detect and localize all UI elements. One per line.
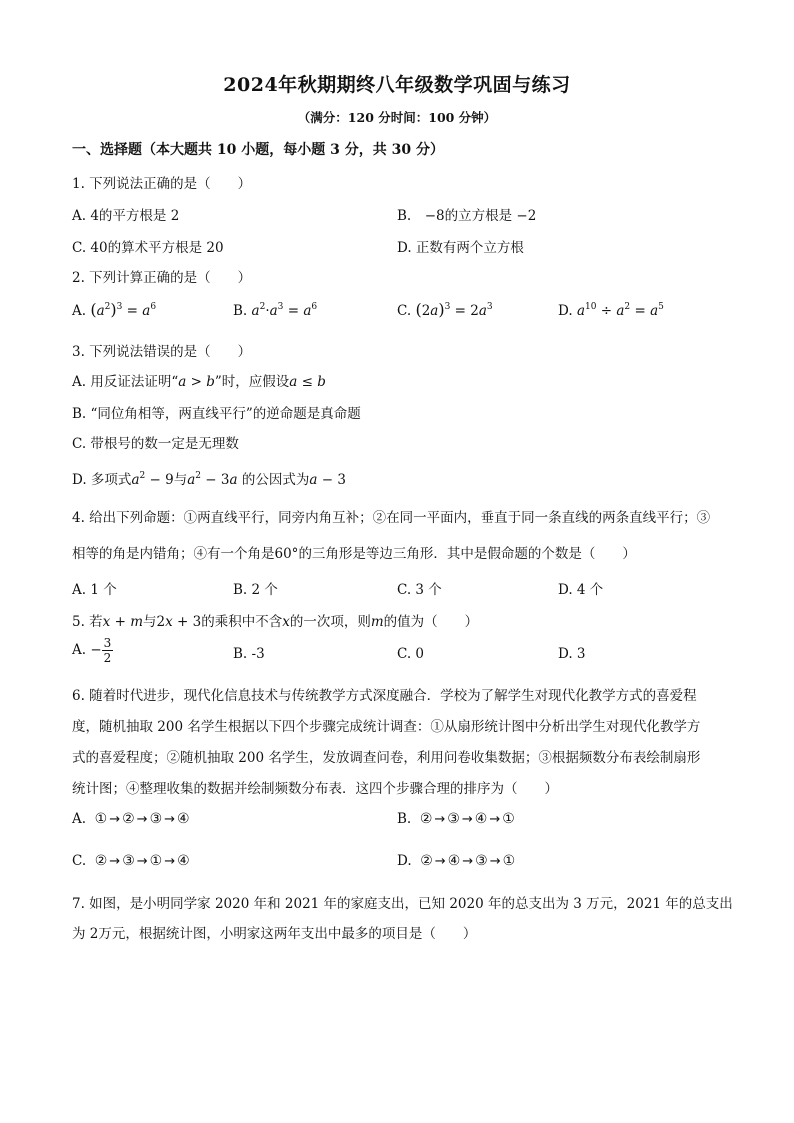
- q4-line-2: 相等的角是内错角；④有一个角是60°的三角形是等边三角形．其中是假命题的个数是（ ）: [72, 546, 636, 562]
- q1-option-c: C. 40的算术平方根是 20: [72, 240, 224, 256]
- q1-option-d: D. 正数有两个立方根: [397, 240, 524, 256]
- q5-option-d: D. 3: [558, 646, 586, 662]
- q6-option-a: A. ① → ② → ③ → ④: [72, 811, 190, 827]
- q6-line-4: 统计图；④整理收集的数据并绘制频数分布表．这四个步骤合理的排序为（ ）: [72, 781, 558, 797]
- q6-line-1: 6. 随着时代进步，现代化信息技术与传统教学方式深度融合．学校为了解学生对现代化教学方式的喜爱程: [72, 688, 697, 704]
- q5-stem: 5. 若x + m与2x + 3的乘积中不含x的一次项，则m的值为（ ）: [72, 614, 479, 630]
- q2-option-b: B. $a^2\cdot a^3 = a^6$: [233, 302, 318, 319]
- q1-option-b: B. −8的立方根是 −2: [397, 208, 537, 224]
- q2-option-a: A. $(a^2)^3 = a^6$: [72, 300, 157, 319]
- q5-option-b: B. -3: [233, 646, 265, 662]
- q1-stem: 1. 下列说法正确的是（ ）: [72, 176, 252, 192]
- q5-option-a: A. − $\frac{3}{2}$: [72, 636, 112, 665]
- q2-option-d: D. $a^{10} \div a^2 = a^5$: [558, 302, 664, 319]
- q6-option-c: C. ② → ③ → ① → ④: [72, 853, 190, 869]
- page-title: 2024年秋期期终八年级数学巩固与练习: [223, 74, 571, 96]
- page-subtitle: （满分：120 分时间：100 分钟）: [297, 110, 497, 125]
- q2-stem: 2. 下列计算正确的是（ ）: [72, 270, 252, 286]
- q3-option-d: D. 多项式$a^2 - 9$与$a^2 - 3a$ 的公因式为a − 3: [72, 471, 346, 488]
- q2-option-c: C. $(2a)^3 = 2a^3$: [397, 300, 493, 319]
- q4-line-1: 4. 给出下列命题：①两直线平行，同旁内角互补；②在同一平面内，垂直于同一条直线的两条直线平行；③: [72, 510, 711, 526]
- q4-option-c: C. 3 个: [397, 582, 442, 598]
- q5-option-c: C. 0: [397, 646, 425, 662]
- q3-stem: 3. 下列说法错误的是（ ）: [72, 344, 252, 360]
- q6-line-2: 度，随机抽取 200 名学生根据以下四个步骤完成统计调查：①从扇形统计图中分析出学生对现代化教学方: [72, 719, 701, 735]
- q4-option-a: A. 1 个: [72, 582, 117, 598]
- q6-line-3: 式的喜爱程度；②随机抽取 200 名学生，发放调查问卷，利用问卷收集数据；③根据频数分布表绘制扇形: [72, 750, 701, 766]
- q3-option-b: B. “同位角相等，两直线平行”的逆命题是真命题: [72, 406, 361, 422]
- q6-option-b: B. ② → ③ → ④ → ①: [397, 811, 515, 827]
- q7-line-1: 7. 如图，是小明同学家 2020 年和 2021 年的家庭支出，已知 2020 年的总支出为 3 万元，2021 年的总支出: [72, 896, 733, 912]
- section-heading: 一、选择题（本大题共 10 小题，每小题 3 分，共 30 分）: [72, 142, 444, 158]
- q3-option-a: A. 用反证法证明“a > b”时，应假设a ≤ b: [72, 374, 326, 390]
- q1-option-a: A. 4的平方根是 2: [72, 208, 180, 224]
- q4-option-d: D. 4 个: [558, 582, 604, 598]
- q6-option-d: D. ② → ④ → ③ → ①: [397, 853, 516, 869]
- q4-option-b: B. 2 个: [233, 582, 278, 598]
- q3-option-c: C. 带根号的数一定是无理数: [72, 436, 239, 452]
- q7-line-2: 为 2万元，根据统计图，小明家这两年支出中最多的项目是（ ）: [72, 926, 477, 942]
